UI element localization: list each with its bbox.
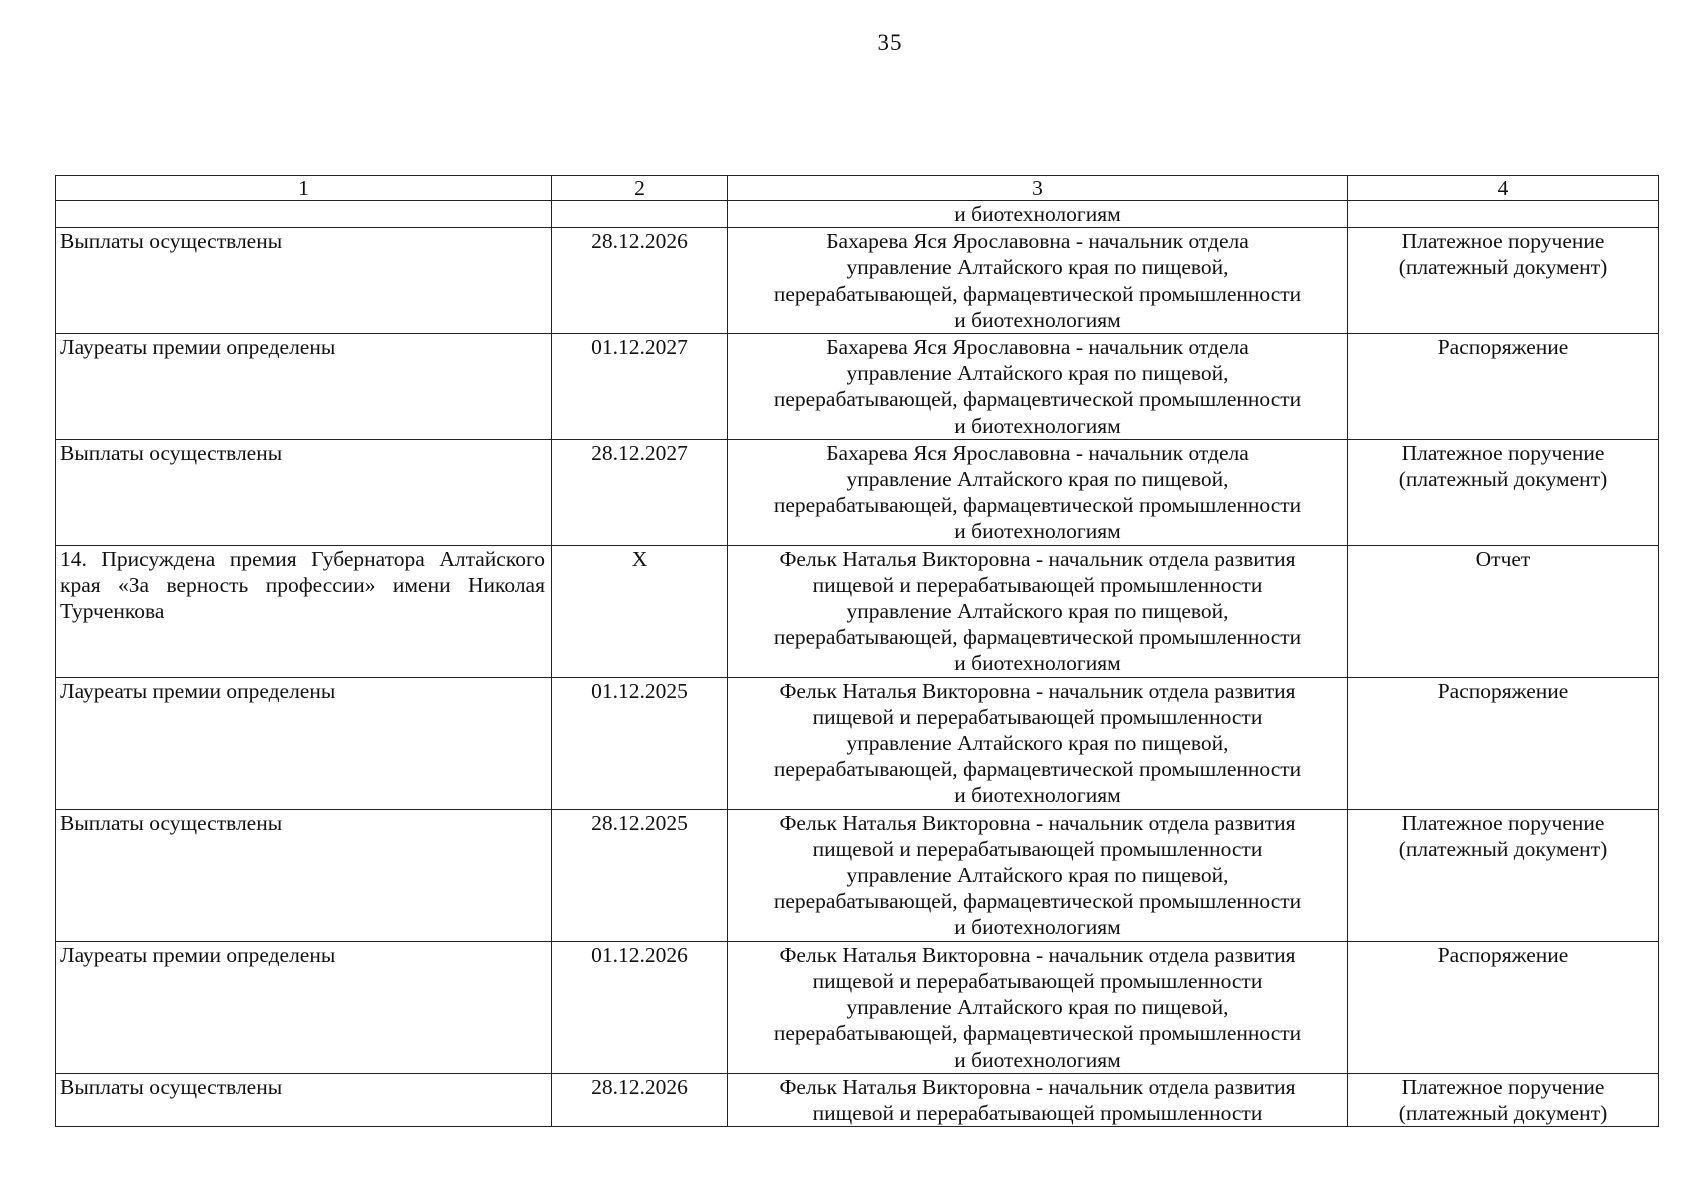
responsible-line: Фельк Наталья Викторовна - начальник отдела развития (779, 810, 1296, 835)
event-cell: Лауреаты премии определены (56, 941, 552, 1073)
responsible-line: и биотехнологиям (954, 651, 1121, 676)
continuation-cell-1 (56, 201, 552, 228)
responsible-line: и биотехнологиям (954, 783, 1121, 808)
continuation-cell-3: и биотехнологиям (728, 201, 1348, 228)
column-header-3: 3 (728, 176, 1348, 201)
event-cell: Лауреаты премии определены (56, 677, 552, 809)
column-header-1: 1 (56, 176, 552, 201)
table-row (56, 941, 1659, 1073)
event-cell: Выплаты осуществлены (56, 809, 552, 941)
document-cell (1348, 809, 1659, 941)
responsible-cell (728, 809, 1348, 941)
responsible-line: управление Алтайского края по пищевой, (846, 255, 1229, 280)
document-line: (платежный документ) (1398, 467, 1608, 492)
responsible-line: перерабатывающей, фармацевтической промышленности (773, 625, 1302, 650)
responsible-cell (728, 545, 1348, 677)
responsible-line: Фельк Наталья Викторовна - начальник отдела развития (779, 942, 1296, 967)
responsible-line: пищевой и перерабатывающей промышленности (812, 968, 1263, 993)
continuation-row (56, 201, 1659, 228)
responsible-line: управление Алтайского края по пищевой, (846, 599, 1229, 624)
table-row (56, 677, 1659, 809)
table-row (56, 228, 1659, 334)
event-cell: 14. Присуждена премия Губернатора Алтайского края «За верность профессии» имени Николая Турченкова (56, 545, 552, 677)
responsible-line: перерабатывающей, фармацевтической промышленности (773, 1021, 1302, 1046)
document-cell (1348, 545, 1659, 677)
document-cell (1348, 1073, 1659, 1126)
responsible-cell (728, 677, 1348, 809)
table-header (56, 176, 1659, 201)
responsible-line: управление Алтайского края по пищевой, (846, 863, 1229, 888)
date-cell: 01.12.2025 (552, 677, 728, 809)
event-cell: Выплаты осуществлены (56, 439, 552, 545)
table-row (56, 1073, 1659, 1126)
responsible-line: Фельк Наталья Викторовна - начальник отдела развития (779, 678, 1296, 703)
date-cell: 28.12.2026 (552, 1073, 728, 1126)
plan-table (55, 175, 1659, 1127)
table-body (56, 201, 1659, 1127)
responsible-line: и биотехнологиям (954, 413, 1121, 438)
responsible-line: перерабатывающей, фармацевтической промышленности (773, 387, 1302, 412)
responsible-line: управление Алтайского края по пищевой, (846, 361, 1229, 386)
responsible-cell (728, 941, 1348, 1073)
continuation-cell-2 (552, 201, 728, 228)
responsible-cell (728, 334, 1348, 440)
responsible-line: и биотехнологиям (954, 307, 1121, 332)
table-row (56, 439, 1659, 545)
responsible-line: Фельк Наталья Викторовна - начальник отдела развития (779, 1074, 1296, 1099)
event-cell: Лауреаты премии определены (56, 334, 552, 440)
responsible-line: и биотехнологиям (954, 1047, 1121, 1072)
document-line: Платежное поручение (1401, 440, 1605, 465)
responsible-line: Бахарева Яся Ярославовна - начальник отдела (826, 229, 1249, 254)
document-line: (платежный документ) (1398, 1100, 1608, 1125)
responsible-line: пищевой и перерабатывающей промышленности (812, 836, 1263, 861)
date-cell: 28.12.2025 (552, 809, 728, 941)
document-line: Отчет (1475, 546, 1531, 571)
responsible-line: перерабатывающей, фармацевтической промышленности (773, 889, 1302, 914)
date-cell: 01.12.2026 (552, 941, 728, 1073)
document-cell (1348, 334, 1659, 440)
responsible-cell (728, 439, 1348, 545)
column-header-4: 4 (1348, 176, 1659, 201)
table-row (56, 545, 1659, 677)
document-line: Распоряжение (1437, 942, 1569, 967)
responsible-line: пищевой и перерабатывающей промышленности (812, 1100, 1263, 1125)
document-line: Платежное поручение (1401, 810, 1605, 835)
date-cell: 01.12.2027 (552, 334, 728, 440)
responsible-cell (728, 228, 1348, 334)
table-row (56, 334, 1659, 440)
responsible-line: управление Алтайского края по пищевой, (846, 731, 1229, 756)
responsible-line: перерабатывающей, фармацевтической промышленности (773, 493, 1302, 518)
responsible-line: пищевой и перерабатывающей промышленности (812, 572, 1263, 597)
document-line: (платежный документ) (1398, 836, 1608, 861)
document-line: (платежный документ) (1398, 255, 1608, 280)
document-line: Распоряжение (1437, 678, 1569, 703)
page-number: 35 (877, 30, 903, 55)
document-cell (1348, 439, 1659, 545)
responsible-line: управление Алтайского края по пищевой, (846, 995, 1229, 1020)
document-cell (1348, 228, 1659, 334)
responsible-line: перерабатывающей, фармацевтической промышленности (773, 757, 1302, 782)
responsible-line: управление Алтайского края по пищевой, (846, 467, 1229, 492)
responsible-line: перерабатывающей, фармацевтической промышленности (773, 281, 1302, 306)
document-cell (1348, 941, 1659, 1073)
continuation-cell-4 (1348, 201, 1659, 228)
date-cell: 28.12.2027 (552, 439, 728, 545)
document-cell (1348, 677, 1659, 809)
event-cell: Выплаты осуществлены (56, 1073, 552, 1126)
responsible-line: и биотехнологиям (954, 915, 1121, 940)
document-line: Платежное поручение (1401, 1074, 1605, 1099)
responsible-line: Бахарева Яся Ярославовна - начальник отдела (826, 440, 1249, 465)
date-cell: X (552, 545, 728, 677)
document-line: Распоряжение (1437, 335, 1569, 360)
responsible-line: Бахарева Яся Ярославовна - начальник отдела (826, 335, 1249, 360)
document-line: Платежное поручение (1401, 229, 1605, 254)
date-cell: 28.12.2026 (552, 228, 728, 334)
responsible-line: и биотехнологиям (954, 519, 1121, 544)
table-row (56, 809, 1659, 941)
event-cell: Выплаты осуществлены (56, 228, 552, 334)
responsible-line: пищевой и перерабатывающей промышленности (812, 704, 1263, 729)
responsible-line: Фельк Наталья Викторовна - начальник отдела развития (779, 546, 1296, 571)
responsible-cell (728, 1073, 1348, 1126)
column-header-2: 2 (552, 176, 728, 201)
